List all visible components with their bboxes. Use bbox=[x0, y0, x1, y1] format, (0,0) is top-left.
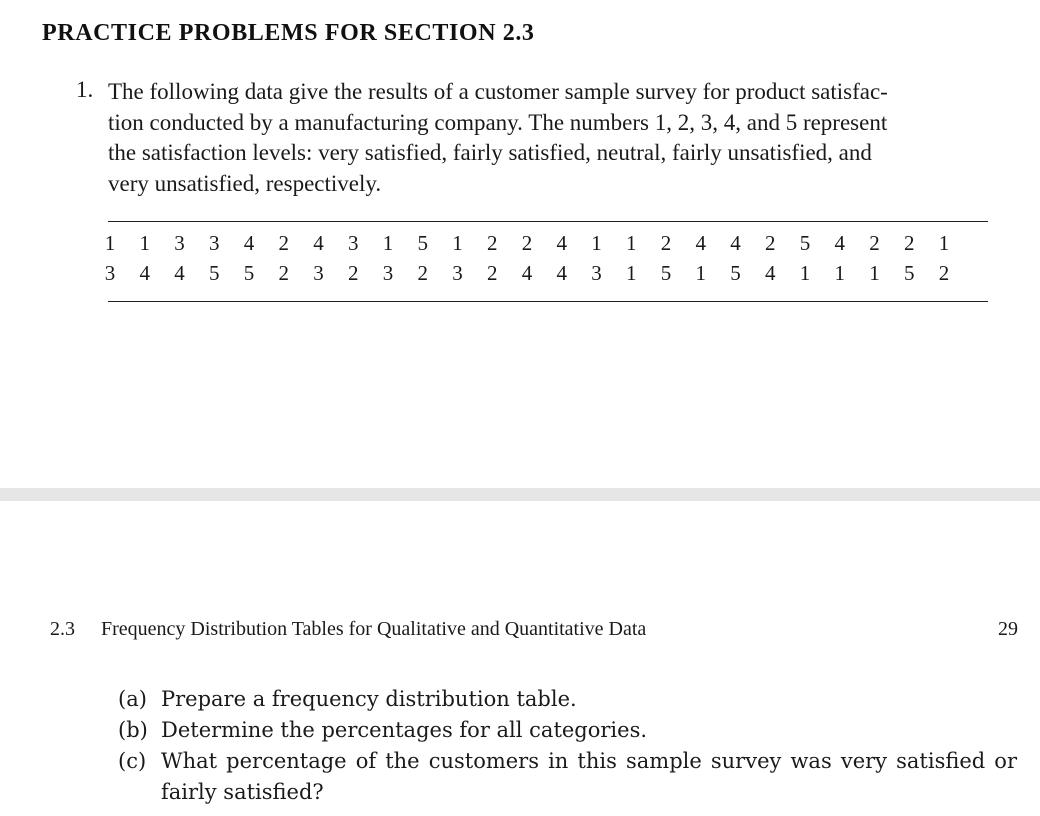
data-cell: 1 bbox=[104, 231, 116, 255]
subpart-label: (a) bbox=[118, 687, 147, 711]
data-cell: 4 bbox=[730, 231, 741, 255]
data-cell: 2 bbox=[938, 261, 950, 285]
data-cell: 5 bbox=[904, 261, 915, 285]
data-cell: 3 bbox=[209, 231, 220, 255]
data-cell: 3 bbox=[382, 261, 394, 285]
data-cell: 4 bbox=[695, 231, 706, 255]
data-cell: 1 bbox=[452, 231, 463, 255]
data-cell: 2 bbox=[278, 231, 289, 255]
problem-statement bbox=[108, 77, 1008, 199]
data-cell: 1 bbox=[382, 231, 394, 255]
data-cell: 4 bbox=[243, 231, 255, 255]
data-cell: 2 bbox=[660, 231, 672, 255]
data-cell: 4 bbox=[765, 261, 776, 285]
data-cell: 2 bbox=[904, 231, 915, 255]
page-number: 29 bbox=[998, 618, 1018, 640]
data-cell: 3 bbox=[591, 261, 602, 285]
data-cell: 1 bbox=[626, 231, 637, 255]
problem-line: very unsatisfied, respectively. bbox=[108, 170, 382, 196]
data-cell: 4 bbox=[556, 261, 567, 285]
page-separator bbox=[0, 488, 1040, 501]
data-cell: 2 bbox=[348, 261, 359, 285]
section-heading: PRACTICE PROBLEMS FOR SECTION 2.3 bbox=[42, 20, 535, 46]
data-cell: 2 bbox=[869, 231, 880, 255]
subpart-label: (c) bbox=[118, 749, 147, 773]
data-cell: 5 bbox=[243, 261, 255, 285]
data-row bbox=[106, 231, 986, 259]
data-cell: 5 bbox=[730, 261, 741, 285]
data-cell: 4 bbox=[139, 261, 150, 285]
subpart-text: What percentage of the customers in this sample survey was very satisfied or fairly satisfied? bbox=[161, 749, 1017, 804]
running-head-title: Frequency Distribution Tables for Qualitative and Quantitative Data bbox=[101, 618, 647, 640]
data-cell: 5 bbox=[799, 231, 811, 255]
data-cell: 4 bbox=[174, 261, 185, 285]
data-cell: 1 bbox=[834, 261, 845, 285]
data-cell: 1 bbox=[938, 231, 950, 255]
data-cell: 4 bbox=[556, 231, 567, 255]
problem-line: tion conducted by a manufacturing company. The numbers 1, 2, 3, 4, and 5 represent bbox=[108, 109, 888, 135]
data-cell: 3 bbox=[313, 261, 324, 285]
problem-line: The following data give the results of a customer sample survey for product satisfac- bbox=[108, 79, 888, 104]
data-cell: 1 bbox=[591, 231, 602, 255]
data-cell: 1 bbox=[799, 261, 811, 285]
problem-number: 1. bbox=[76, 77, 94, 102]
data-row bbox=[106, 261, 986, 289]
data-cell: 3 bbox=[452, 261, 463, 285]
data-cell: 5 bbox=[660, 261, 672, 285]
data-cell: 2 bbox=[487, 261, 498, 285]
data-cell: 4 bbox=[313, 231, 324, 255]
data-cell: 1 bbox=[626, 261, 637, 285]
subpart-label: (b) bbox=[118, 718, 148, 742]
data-cell: 1 bbox=[869, 261, 880, 285]
subpart-text: Determine the percentages for all categories. bbox=[161, 718, 648, 742]
data-cell: 4 bbox=[521, 261, 533, 285]
data-cell: 3 bbox=[348, 231, 359, 255]
subpart-text: Prepare a frequency distribution table. bbox=[161, 687, 577, 711]
data-cell: 2 bbox=[278, 261, 289, 285]
data-cell: 1 bbox=[695, 261, 706, 285]
table-bottom-rule bbox=[108, 301, 988, 302]
table-top-rule bbox=[108, 221, 988, 222]
data-cell: 2 bbox=[417, 261, 428, 285]
data-cell: 1 bbox=[139, 231, 150, 255]
data-cell: 2 bbox=[765, 231, 776, 255]
data-cell: 5 bbox=[209, 261, 220, 285]
data-cell: 3 bbox=[174, 231, 185, 255]
data-cell: 4 bbox=[834, 231, 845, 255]
data-cell: 2 bbox=[521, 231, 533, 255]
page-bottom bbox=[0, 501, 1040, 816]
problem-line: the satisfaction levels: very satisfied, fairly satisfied, neutral, fairly unsatisfied, and bbox=[108, 140, 872, 165]
data-cell: 5 bbox=[417, 231, 428, 255]
data-cell: 3 bbox=[104, 261, 116, 285]
running-head-section: 2.3 bbox=[50, 618, 75, 640]
data-cell: 2 bbox=[487, 231, 498, 255]
